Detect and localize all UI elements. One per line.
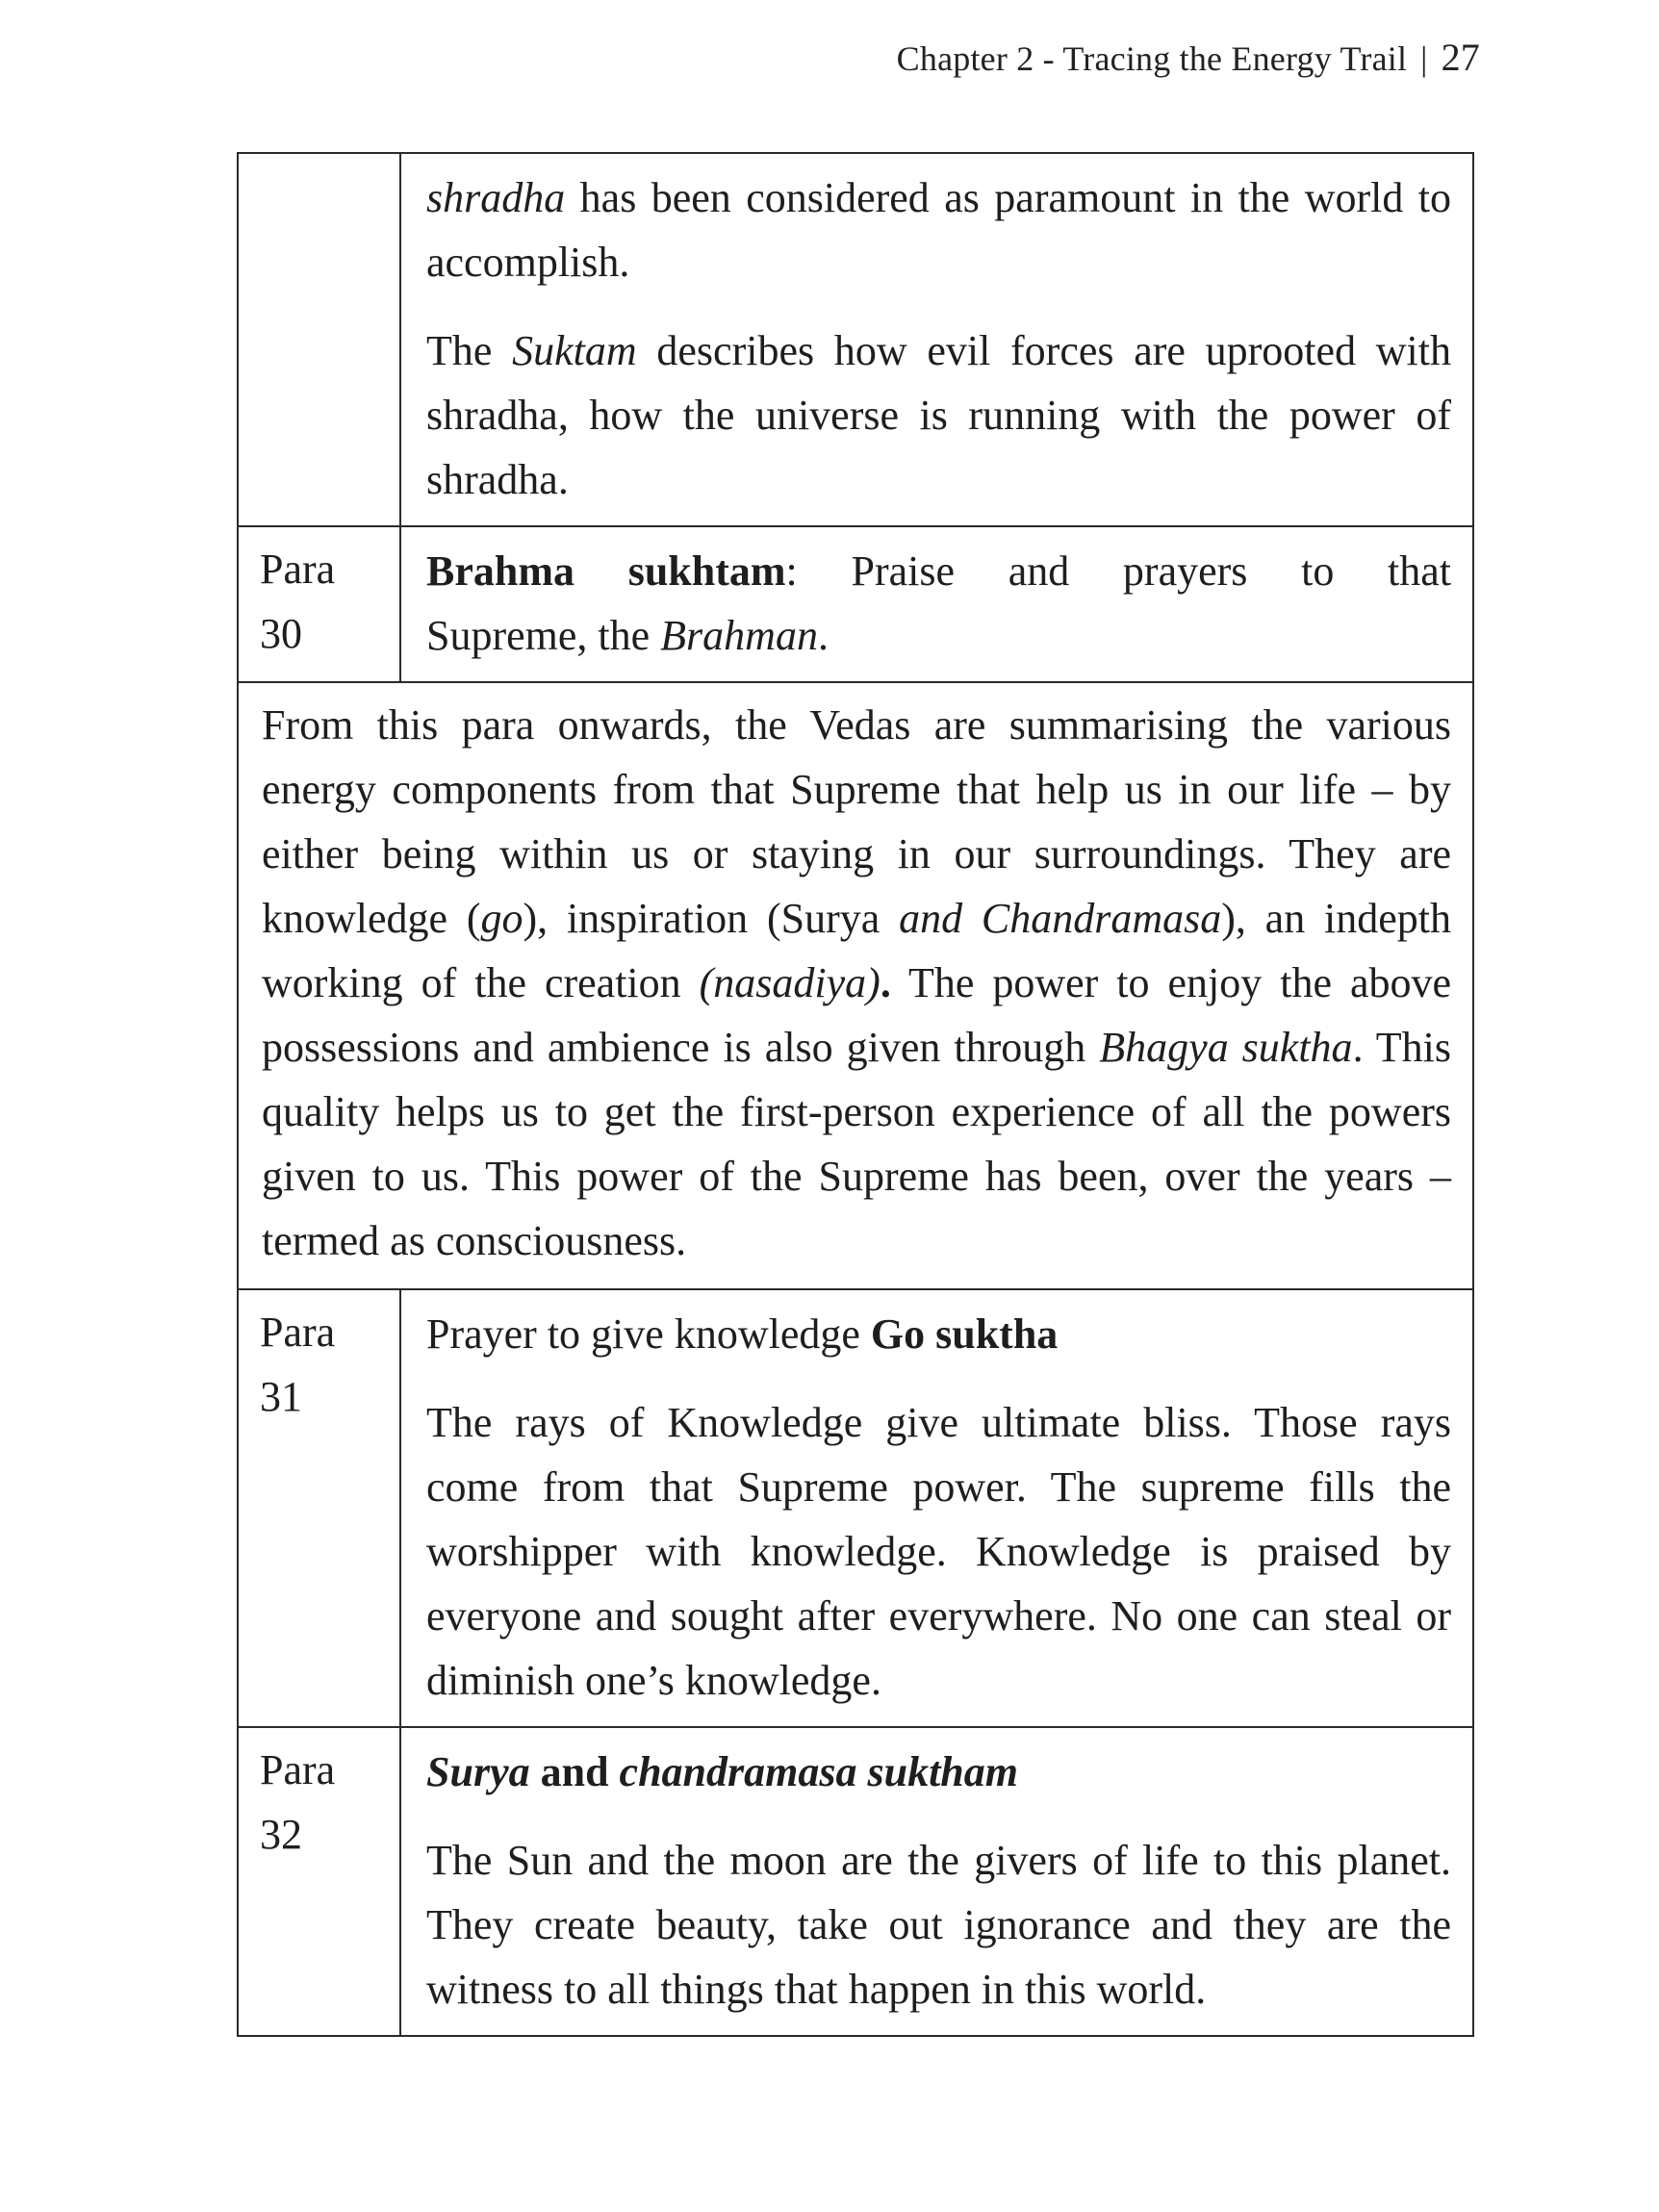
- bold-term: [426, 1748, 1018, 1795]
- label-cell: [238, 153, 400, 526]
- header-separator: |: [1420, 39, 1428, 78]
- content-cell: [400, 1289, 1473, 1727]
- italic-term: Surya: [426, 1748, 530, 1795]
- italic-term: go: [480, 895, 523, 942]
- italic-term: (nasadiya): [699, 959, 881, 1006]
- italic-term: shradha: [426, 174, 566, 221]
- text-run: : Praise and prayers to that: [785, 547, 1451, 595]
- paragraph: [262, 693, 1451, 1273]
- paragraph: [426, 165, 1451, 294]
- table-row: [238, 1727, 1473, 2036]
- text-run: describes how evil forces are uprooted with shradha, how the universe is running with the power of shradha.: [426, 327, 1452, 503]
- text-line: [426, 603, 1451, 668]
- chapter-title: Chapter 2 - Tracing the Energy Trail: [896, 39, 1408, 78]
- text-run: .: [817, 612, 829, 659]
- table-row: [238, 153, 1473, 526]
- label-cell: [238, 1289, 400, 1727]
- content-cell: [400, 153, 1473, 526]
- text-run: The power to enjoy the above possessions and ambience is also given through: [262, 959, 1452, 1071]
- italic-term: and Chandramasa: [899, 895, 1222, 942]
- section-heading: [426, 1302, 1451, 1366]
- label-cell: [238, 526, 400, 682]
- paragraph: [426, 318, 1451, 512]
- text-run: . This quality helps us to get the first-person experience of all the powers given to us. This power of the Supreme has been, over the years – termed as consciousness.: [262, 1024, 1451, 1264]
- running-header: [897, 35, 1480, 80]
- section-heading: [426, 539, 1451, 603]
- para-label: Para: [260, 1746, 336, 1793]
- italic-term: chandramasa suktham: [619, 1748, 1019, 1795]
- label-cell: [238, 1727, 400, 2036]
- text-run: has been considered as paramount in the world to accomplish.: [426, 174, 1451, 286]
- full-width-cell: [238, 682, 1473, 1289]
- text-run: ), an indepth working of the creation: [262, 895, 1451, 1006]
- page-number: 27: [1441, 36, 1480, 79]
- bold-term: Go suktha: [870, 1310, 1059, 1358]
- text-run: The: [426, 327, 513, 374]
- content-cell: [400, 526, 1473, 682]
- italic-term: Bhagya suktha: [1099, 1024, 1353, 1071]
- paragraph: The Sun and the moon are the givers of life to this planet. They create beauty, take out ignorance and they are the witness to all things that happen in this world.: [426, 1837, 1451, 2013]
- table-row: [238, 526, 1473, 682]
- table-row: [238, 1289, 1473, 1727]
- para-number: 30: [260, 610, 302, 657]
- content-cell: [400, 1727, 1473, 2036]
- para-number: 32: [260, 1811, 302, 1858]
- italic-term: Suktam: [512, 327, 637, 374]
- text-run: ), inspiration (Surya: [523, 895, 900, 942]
- bold-term: .: [880, 959, 891, 1006]
- section-heading: [426, 1740, 1451, 1804]
- italic-term: Brahman: [660, 612, 818, 659]
- para-table: [237, 152, 1474, 2037]
- para-label: Para: [260, 546, 336, 593]
- para-number: 31: [260, 1373, 302, 1420]
- text-run: and: [529, 1748, 620, 1795]
- paragraph: The rays of Knowledge give ultimate bliss. Those rays come from that Supreme power. The supreme fills the worshipper with knowledge. Knowledge is praised by everyone and sought after everywhere. No one can steal or diminish one’s knowledge.: [426, 1399, 1451, 1704]
- text-run: Prayer to give knowledge: [426, 1310, 871, 1358]
- table-row: [238, 682, 1473, 1289]
- text-run: From this para onwards, the Vedas are summarising the various energy components from that Supreme that help us in our life – by either being within us or staying in our surroundings. They are knowledge (: [262, 701, 1451, 942]
- bold-term: Brahma sukhtam: [426, 547, 786, 595]
- para-label: Para: [260, 1309, 336, 1356]
- text-run: Supreme, the: [426, 612, 661, 659]
